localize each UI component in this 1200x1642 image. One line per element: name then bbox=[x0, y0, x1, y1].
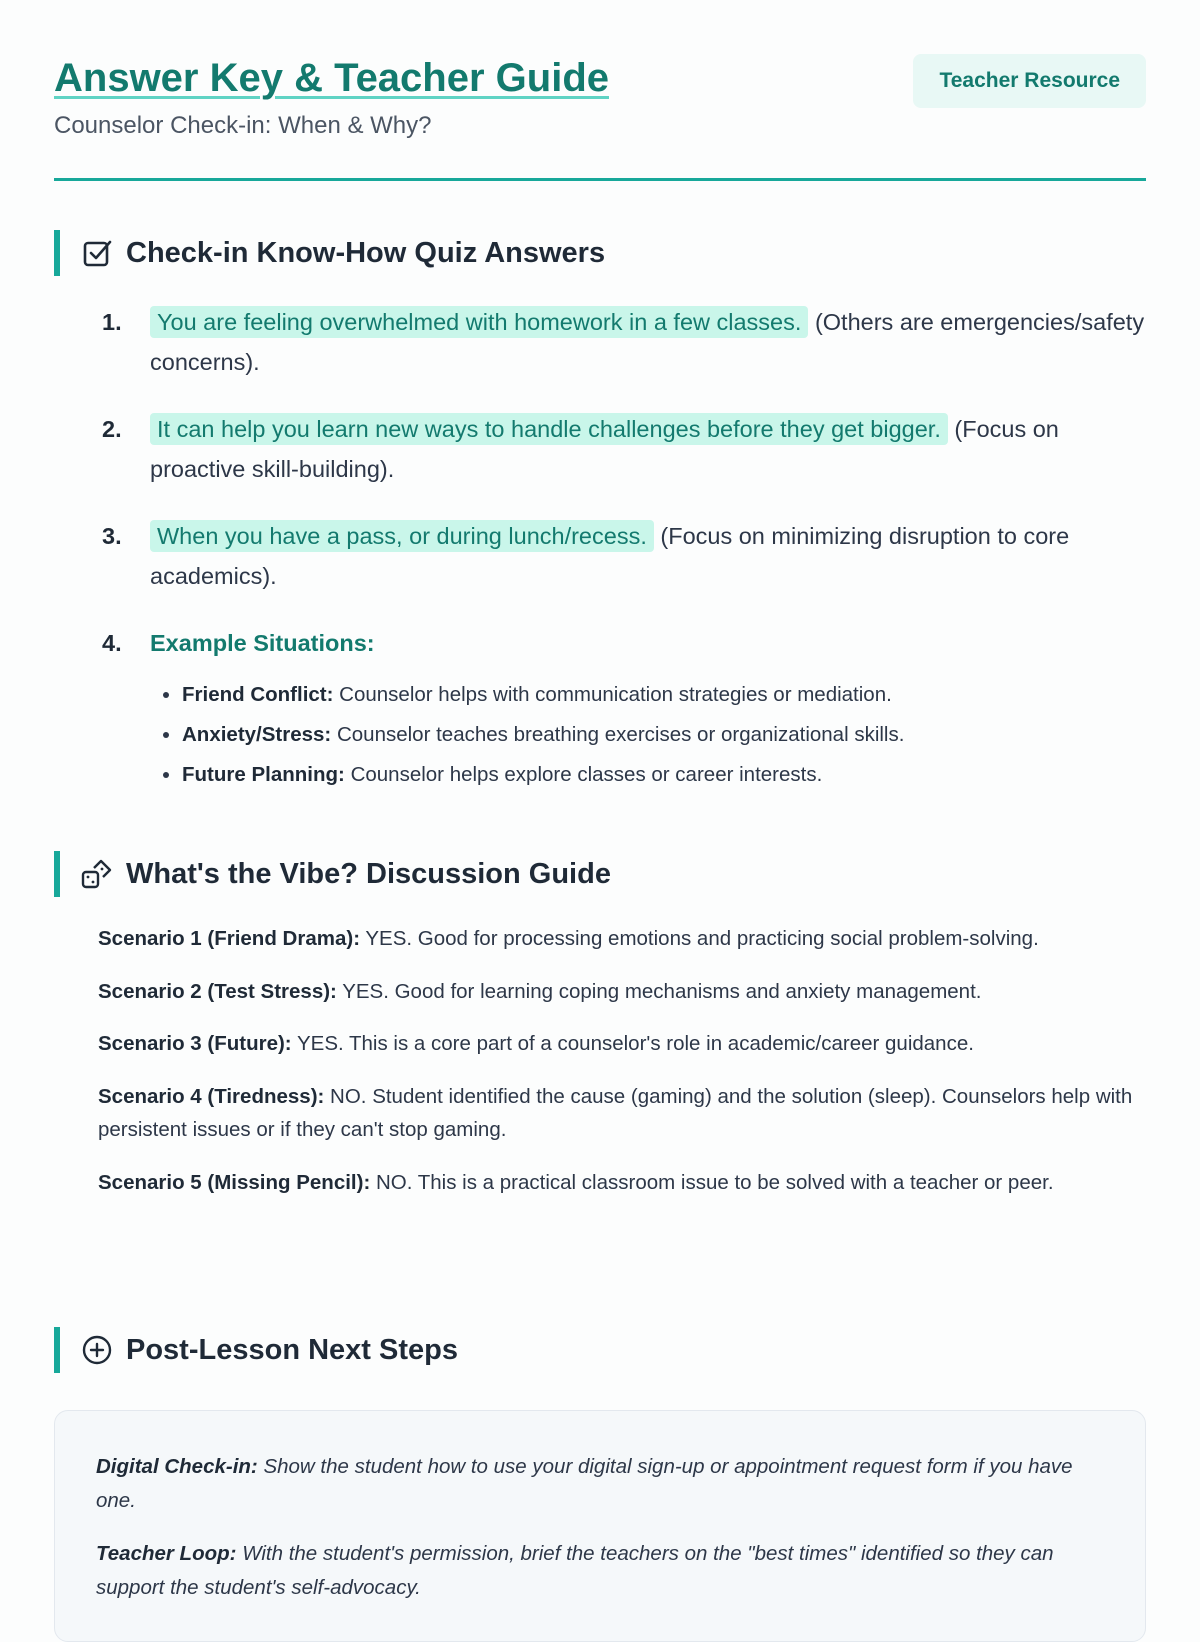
answer-note: (Focus on proactive skill-building). bbox=[150, 416, 1059, 482]
section-next-title: Post-Lesson Next Steps bbox=[126, 1333, 458, 1366]
section-next-header bbox=[54, 1327, 458, 1373]
scenario-text: NO. Student identified the cause (gaming) and the solution (sleep). Counselors help with persistent issues or if they can't stop gaming. bbox=[98, 1084, 1133, 1141]
scenario-label: Scenario 4 (Tiredness): bbox=[98, 1084, 325, 1108]
example-list bbox=[150, 675, 1148, 795]
scenario-label: Scenario 2 (Test Stress): bbox=[98, 979, 337, 1003]
scenario-text: YES. This is a core part of a counselor's role in academic/career guidance. bbox=[296, 1032, 974, 1055]
page-title: Answer Key & Teacher Guide bbox=[54, 56, 609, 100]
next-step-text: With the student's permission, brief the teachers on the "best times" identified so they can support the student's self-advocacy. bbox=[96, 1542, 1054, 1599]
list-item bbox=[98, 516, 1148, 596]
list-item bbox=[98, 975, 1133, 1009]
example-text: Counselor helps with communication strategies or mediation. bbox=[339, 683, 892, 706]
example-label: Anxiety/Stress: bbox=[182, 723, 332, 746]
next-step-item bbox=[96, 1537, 1106, 1604]
list-item bbox=[98, 409, 1148, 489]
scenario-text: YES. Good for learning coping mechanisms and anxiety management. bbox=[342, 979, 982, 1003]
plus-circle-icon bbox=[80, 1333, 114, 1367]
list-item bbox=[98, 623, 1148, 795]
correct-answer: When you have a pass, or during lunch/recess. bbox=[150, 520, 654, 552]
scenario-label: Scenario 5 (Missing Pencil): bbox=[98, 1170, 371, 1194]
section-quiz-title: Check-in Know-How Quiz Answers bbox=[126, 236, 606, 269]
next-step-item bbox=[96, 1450, 1106, 1517]
answer-note: (Others are emergencies/safety concerns). bbox=[150, 309, 1145, 375]
scenario-list bbox=[98, 922, 1133, 1218]
scenario-label: Scenario 1 (Friend Drama): bbox=[98, 927, 361, 950]
list-item bbox=[98, 302, 1148, 382]
list-item bbox=[98, 1080, 1133, 1147]
answer-note: (Focus on minimizing disruption to core academics). bbox=[150, 523, 1070, 589]
example-label: Future Planning: bbox=[182, 763, 345, 786]
next-steps-card bbox=[54, 1410, 1146, 1642]
next-step-label: Digital Check-in: bbox=[96, 1455, 258, 1478]
section-quiz-header bbox=[54, 230, 605, 276]
list-item bbox=[182, 715, 1148, 755]
correct-answer: It can help you learn new ways to handle challenges before they get bigger. bbox=[150, 413, 948, 445]
next-step-label: Teacher Loop: bbox=[96, 1542, 237, 1565]
scenario-label: Scenario 3 (Future): bbox=[98, 1032, 292, 1055]
example-label: Friend Conflict: bbox=[182, 683, 334, 706]
example-text: Counselor teaches breathing exercises or organizational skills. bbox=[336, 723, 905, 746]
scenario-text: NO. This is a practical classroom issue to be solved with a teacher or peer. bbox=[375, 1170, 1054, 1194]
scenario-text: YES. Good for processing emotions and practicing social problem-solving. bbox=[365, 927, 1039, 950]
list-item bbox=[182, 675, 1148, 715]
checkbox-icon bbox=[80, 236, 114, 270]
list-item bbox=[98, 1027, 1133, 1061]
list-item bbox=[182, 755, 1148, 795]
dice-icon bbox=[80, 857, 114, 891]
list-item bbox=[98, 922, 1133, 956]
item-number: 4. bbox=[102, 630, 122, 656]
example-title: Example Situations: bbox=[150, 630, 375, 656]
example-text: Counselor helps explore classes or career interests. bbox=[350, 763, 823, 786]
section-vibe-header bbox=[54, 851, 611, 897]
item-number: 1. bbox=[102, 309, 122, 335]
resource-badge: Teacher Resource bbox=[913, 54, 1146, 108]
correct-answer: You are feeling overwhelmed with homework in a few classes. bbox=[150, 306, 808, 338]
item-number: 2. bbox=[102, 416, 122, 442]
section-vibe-title: What's the Vibe? Discussion Guide bbox=[126, 857, 611, 890]
page-header bbox=[54, 52, 1146, 181]
list-item bbox=[98, 1166, 1133, 1200]
next-step-text: Show the student how to use your digital sign-up or appointment request form if you have one. bbox=[96, 1455, 1073, 1512]
quiz-answer-list bbox=[98, 302, 1148, 822]
item-number: 3. bbox=[102, 523, 122, 549]
page-subtitle: Counselor Check-in: When & Why? bbox=[54, 112, 432, 139]
